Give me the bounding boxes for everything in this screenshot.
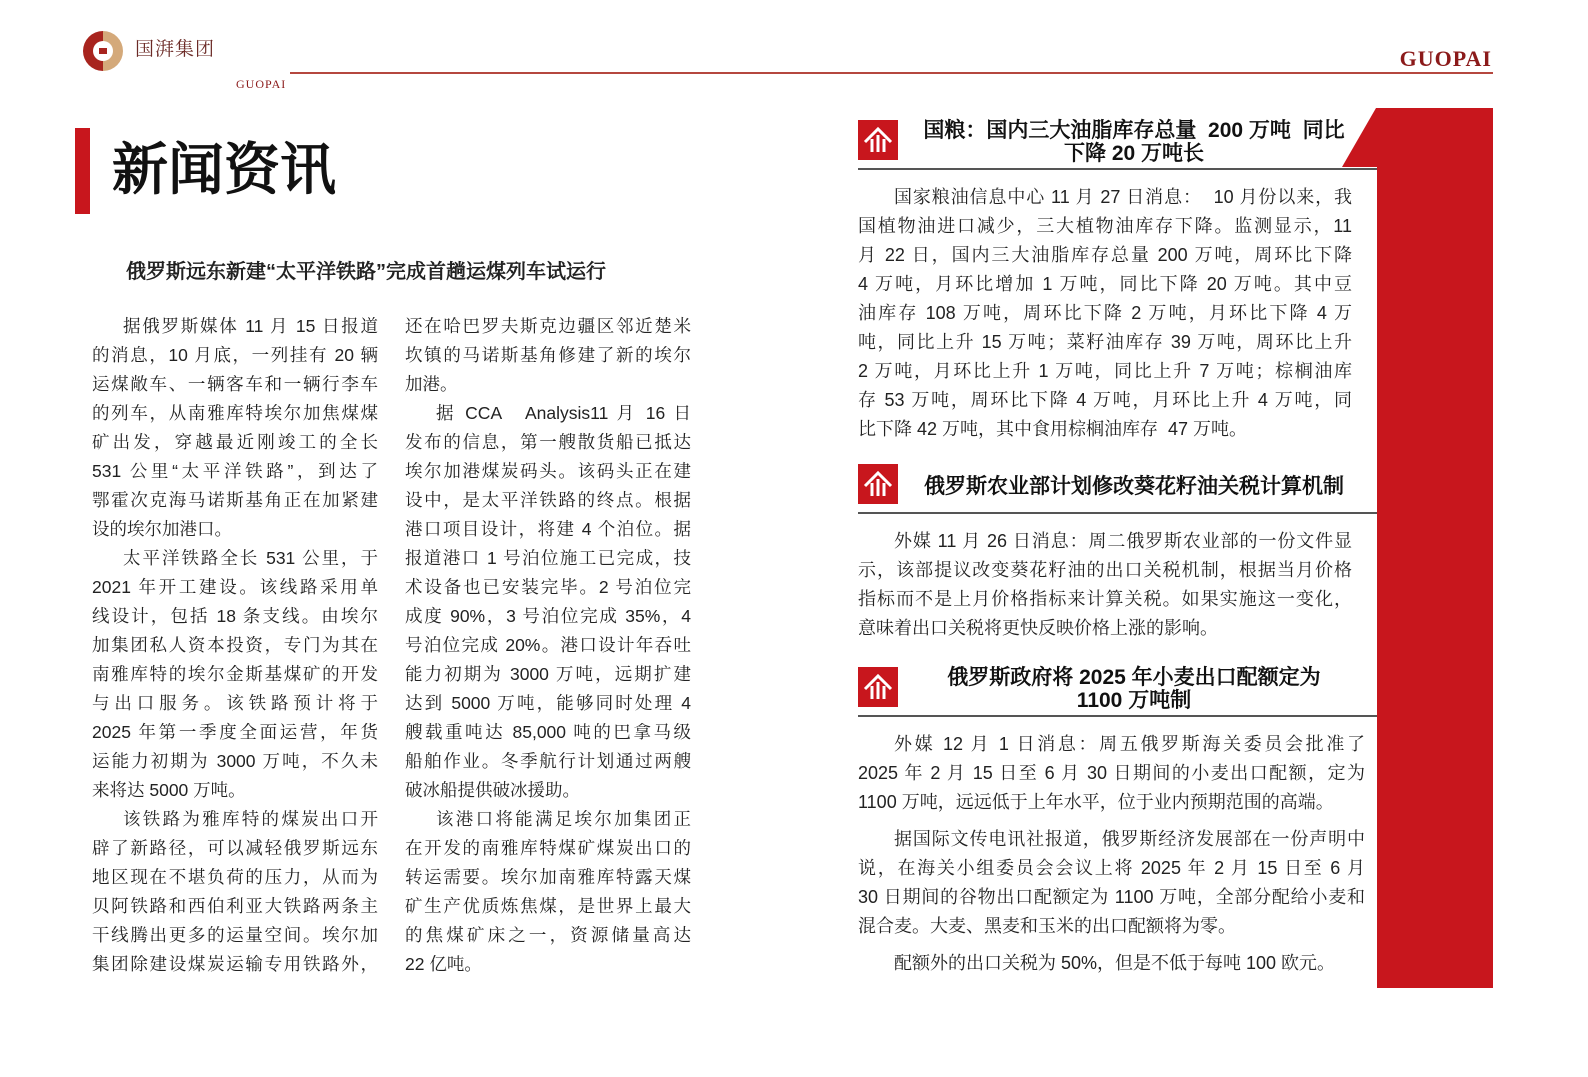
text-line: 报道港口 1 号泊位施工已完成，技 (405, 547, 691, 568)
text-line: 矿出发，穿越最近刚竣工的全长 (92, 431, 378, 452)
text-line: 船舶作业。冬季航行计划通过两艘 (405, 750, 691, 771)
news-title (898, 120, 1370, 164)
news-paragraph (858, 527, 1352, 643)
text-line: 意味着出口关税将更快反映价格上涨的影响。 (858, 617, 1218, 638)
company-name: 国湃集团 (135, 39, 216, 60)
text-line: 2021 年开工建设。该线路采用单 (92, 576, 378, 597)
text-line: 2 万吨，月环比上升 1 万吨，同比上升 7 万吨；棕榈油库 (858, 360, 1352, 381)
text-line: 月 22 日，国内三大油脂库存总量 200 万吨，周环比下降 (858, 244, 1352, 265)
company-english-name: GUOPAI (236, 77, 287, 91)
news-title-line: 1100 万吨制 (1076, 689, 1192, 712)
text-line: 地区现在不堪负荷的压力，从而为 (92, 866, 378, 887)
text-line: 2025 年 2 月 15 日至 6 月 30 日期间的小麦出口配额，定为 (858, 762, 1365, 783)
news-divider (858, 168, 1377, 170)
text-line: 指标而不是上月价格指标来计算关税。如果实施这一变化， (858, 588, 1352, 609)
section-accent-bar (75, 128, 90, 214)
text-line: 转运需要。埃尔加南雅库特露天煤 (405, 866, 691, 887)
text-line: 22 亿吨。 (405, 953, 482, 974)
article-headline: 俄罗斯远东新建“太平洋铁路”完成首趟运煤列车试运行 (126, 261, 606, 283)
text-line: 集团除建设煤炭运输专用铁路外， (92, 953, 378, 974)
text-line: 加港。 (405, 373, 458, 394)
text-line: 发布的信息，第一艘散货船已抵达 (405, 431, 691, 452)
news-body (858, 730, 1365, 978)
header-divider (290, 72, 1493, 74)
text-line: 的焦煤矿床之一，资源储量高达 (405, 924, 691, 945)
text-line: 辟了新路径，可以减轻俄罗斯远东 (92, 837, 378, 858)
text-line: 坎镇的马诺斯基角修建了新的埃尔 (405, 344, 691, 365)
text-line: 外媒 11 月 26 日消息：周二俄罗斯农业部的一份文件显 (894, 530, 1352, 551)
news-title-line: 俄罗斯政府将 2025 年小麦出口配额定为 (947, 666, 1321, 689)
text-line: 艘载重吨达 85,000 吨的巴拿马级 (405, 721, 691, 742)
news-title-line: 国粮：国内三大油脂库存总量 200 万吨 同比 (923, 119, 1345, 142)
text-line: 据 CCA Analysis11 月 16 日 (436, 402, 691, 423)
text-line: 号泊位完成 20%。港口设计年吞吐 (405, 634, 691, 655)
text-line: 达到 5000 万吨，能够同时处理 4 (405, 692, 691, 713)
text-line: 据国际文传电讯社报道，俄罗斯经济发展部在一份声明中 (894, 828, 1365, 849)
text-line: 设中，是太平洋铁路的终点。根据 (405, 489, 691, 510)
text-line: 设的埃尔加港口。 (92, 518, 232, 539)
news-body (858, 183, 1352, 444)
news-divider (858, 715, 1377, 717)
news-paragraph (858, 183, 1352, 444)
text-line: 油库存 108 万吨，周环比下降 2 万吨，月环比下降 4 万 (858, 302, 1352, 323)
news-title (898, 667, 1370, 711)
news-body (858, 527, 1352, 643)
text-line: 该铁路为雅库特的煤炭出口开 (123, 808, 378, 829)
text-line: 术设备也已安装完毕。2 号泊位完 (405, 576, 691, 597)
text-line: 混合麦。大麦、黑麦和玉米的出口配额将为零。 (858, 915, 1236, 936)
text-line: 4 万吨，月环比增加 1 万吨，同比下降 20 万吨。其中豆 (858, 273, 1352, 294)
news-paragraph (858, 730, 1365, 817)
brand-wordmark: GUOPAI (1399, 46, 1492, 71)
text-line: 531 公里“太平洋铁路”，到达了 (92, 460, 378, 481)
text-line: 加集团私人资本投资，专门为其在 (92, 634, 378, 655)
news-paragraph (858, 825, 1365, 941)
text-line: 成度 90%，3 号泊位完成 35%，4 (405, 605, 691, 626)
text-line: 矿生产优质炼焦煤，是世界上最大 (405, 895, 691, 916)
text-line: 国植物油进口减少，三大植物油库存下降。监测显示，11 (858, 215, 1352, 236)
text-line: 贝阿铁路和西伯利亚大铁路两条主 (92, 895, 378, 916)
news-emblem-icon (858, 120, 898, 160)
text-line: 太平洋铁路全长 531 公里，于 (123, 547, 378, 568)
decorative-red-band (1377, 108, 1493, 988)
text-line: 配额外的出口关税为 50%，但是不低于每吨 100 欧元。 (894, 952, 1336, 973)
news-divider (858, 512, 1377, 514)
article-column-right (405, 312, 691, 979)
text-line: 示，该部提议改变葵花籽油的出口关税机制，根据当月价格 (858, 559, 1352, 580)
news-paragraph (858, 949, 1365, 978)
text-line: 鄂霍次克海马诺斯基角正在加紧建 (92, 489, 378, 510)
text-line: 国家粮油信息中心 11 月 27 日消息： 10 月份以来，我 (894, 186, 1352, 207)
text-line: 线设计，包括 18 条支线。由埃尔 (92, 605, 378, 626)
text-line: 的列车，从南雅库特埃尔加焦煤煤 (92, 402, 378, 423)
text-line: 30 日期间的谷物出口配额定为 1100 万吨，全部分配给小麦和 (858, 886, 1365, 907)
text-line: 2025 年第一季度全面运营，年货 (92, 721, 378, 742)
text-line: 港口项目设计，将建 4 个泊位。据 (405, 518, 691, 539)
news-title (898, 464, 1370, 508)
text-line: 比下降 42 万吨，其中食用棕榈油库存 47 万吨。 (858, 418, 1248, 439)
article-column-left (92, 312, 378, 979)
news-emblem-icon (858, 667, 898, 707)
text-line: 的消息，10 月底，一列挂有 20 辆 (92, 344, 378, 365)
text-line: 1100 万吨，远远低于上年水平，位于业内预期范围的高端。 (858, 791, 1334, 812)
text-line: 还在哈巴罗夫斯克边疆区邻近楚米 (405, 315, 691, 336)
text-line: 来将达 5000 万吨。 (92, 779, 246, 800)
news-title-line: 下降 20 万吨长 (1063, 142, 1205, 165)
text-line: 据俄罗斯媒体 11 月 15 日报道 (123, 315, 378, 336)
text-line: 南雅库特的埃尔金斯基煤矿的开发 (92, 663, 378, 684)
text-line: 能力初期为 3000 万吨，远期扩建 (405, 663, 691, 684)
text-line: 运煤敞车、一辆客车和一辆行李车 (92, 373, 378, 394)
text-line: 运能力初期为 3000 万吨，不久未 (92, 750, 378, 771)
text-line: 与出口服务。该铁路预计将于 (92, 692, 378, 713)
news-title-line: 俄罗斯农业部计划修改葵花籽油关税计算机制 (924, 474, 1344, 498)
text-line: 干线腾出更多的运量空间。埃尔加 (92, 924, 378, 945)
text-line: 该港口将能满足埃尔加集团正 (436, 808, 691, 829)
text-line: 说，在海关小组委员会会议上将 2025 年 2 月 15 日至 6 月 (858, 857, 1365, 878)
page-title: 新闻资讯 (112, 138, 336, 201)
news-emblem-icon (858, 464, 898, 504)
text-line: 破冰船提供破冰援助。 (405, 779, 580, 800)
text-line: 在开发的南雅库特煤矿煤炭出口的 (405, 837, 691, 858)
text-line: 外媒 12 月 1 日消息：周五俄罗斯海关委员会批准了 (894, 733, 1365, 754)
text-line: 吨，同比上升 15 万吨；菜籽油库存 39 万吨，周环比上升 (858, 331, 1352, 352)
guopai-logo-icon (80, 28, 126, 74)
text-line: 存 53 万吨，周环比下降 4 万吨，月环比上升 4 万吨，同 (858, 389, 1352, 410)
text-line: 埃尔加港煤炭码头。该码头正在建 (405, 460, 691, 481)
